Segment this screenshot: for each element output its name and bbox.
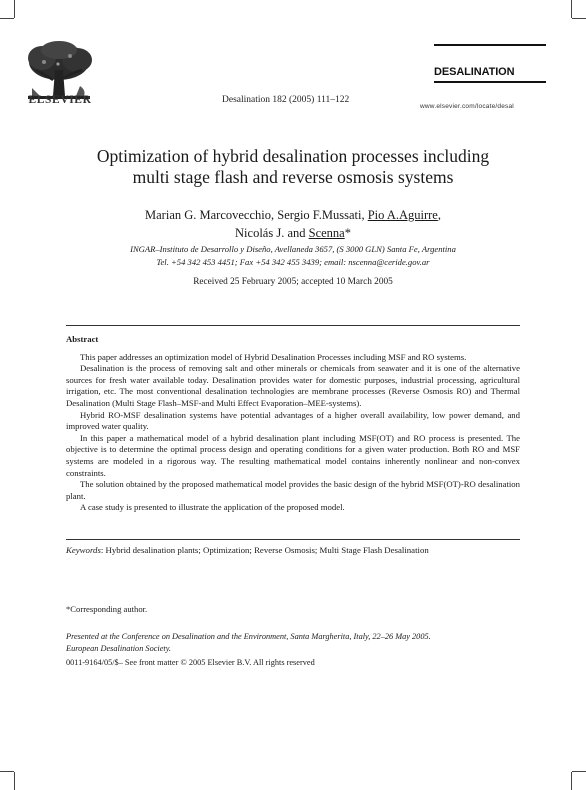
keywords-text: : Hybrid desalination plants; Optimization; Reverse Osmosis; Multi Stage Flash Desalination [100, 545, 429, 555]
abstract-rule-top [66, 325, 520, 326]
affiliation-line: Tel. +54 342 453 4451; Fax +54 342 455 3439; email: nscenna@ceride.gov.ar [156, 257, 430, 267]
abstract-paragraph: A case study is presented to illustrate the application of the proposed model. [80, 502, 345, 513]
author-line [40, 206, 546, 224]
author-names: Nicolás J. and [235, 226, 309, 240]
journal-rule [434, 44, 546, 46]
crop-mark [0, 18, 14, 19]
abstract-paragraph: The solution obtained by the proposed mathematical model provides the basic design of the hybrid MSF(OT)-RO desalination plant. [66, 479, 520, 501]
author-link[interactable]: Pio A.Aguirre [367, 208, 438, 222]
publisher-name: ELSEVIER [28, 94, 92, 106]
crop-mark [571, 0, 572, 18]
author-list [40, 206, 546, 242]
journal-citation: Desalination 182 (2005) 111–122 [222, 95, 350, 105]
corresponding-mark: * [344, 226, 351, 240]
journal-rule [434, 81, 546, 83]
author-separator: , [437, 208, 441, 222]
conference-note [66, 631, 520, 655]
crop-mark [572, 18, 586, 19]
crop-mark [0, 771, 14, 772]
abstract-paragraph: This paper addresses an optimization model of Hybrid Desalination Processes including MSF and RO systems. [80, 351, 467, 362]
affiliation-line: INGAR–Instituto de Desarrollo y Diseño, Avellaneda 3657, (S 3000 GLN) Santa Fe, Argentina [130, 244, 456, 254]
abstract-paragraph: Hybrid RO-MSF desalination systems have potential advantages of a higher overall availability, low power demand, and improved water quality. [66, 409, 520, 432]
conference-line: European Desalination Society. [66, 644, 171, 653]
crop-mark [571, 772, 572, 790]
title-line: Optimization of hybrid desalination processes including [96, 146, 490, 166]
journal-url-link[interactable]: www.elsevier.com/locate/desal [420, 103, 514, 110]
abstract-rule-bottom [66, 539, 520, 540]
keywords [66, 545, 520, 555]
abstract-paragraph: Desalination is the process of removing salt and other minerals or chemicals from seawater and it is one of the alternative sources for fresh water available today. Desalination provides water for domestic purposes, industrial processing, agricultural irrigation, etc. The most conventional desalination technologies are membrane processes (Reverse Osmosis RO) and Thermal Desalination (Multi Stage Flash–MSF-and Multi Effect Evaporation–MEE-systems). [66, 363, 520, 408]
author-line [40, 224, 546, 242]
title-line: multi stage flash and reverse osmosis systems [132, 167, 454, 187]
crop-mark [14, 0, 15, 18]
article-title [40, 146, 546, 188]
crop-mark [572, 771, 586, 772]
keywords-label: Keywords [66, 545, 101, 555]
abstract-section [66, 334, 520, 514]
affiliation [40, 243, 546, 269]
abstract-heading: Abstract [66, 334, 99, 344]
copyright-line: 0011-9164/05/$– See front matter © 2005 Elsevier B.V. All rights reserved [66, 658, 315, 667]
journal-name: DESALINATION [434, 66, 515, 78]
received-dates: Received 25 February 2005; accepted 10 March 2005 [193, 277, 393, 287]
abstract-paragraph: In this paper a mathematical model of a hybrid desalination plant including MSF(OT) and RO process is presented. The objective is to determine the optimal process design and operating conditions for a given water production. Both RO and MSF systems are modeled in a rigorous way. The resulting mathematical model contains inherently nonlinear and non-convex constraints. [66, 432, 520, 478]
conference-line: Presented at the Conference on Desalination and the Environment, Santa Margherita, Italy, 22–26 May 2005. [66, 632, 431, 641]
corresponding-author-note: *Corresponding author. [66, 604, 148, 614]
crop-mark [14, 772, 15, 790]
author-names: Marian G. Marcovecchio, Sergio F.Mussati, [145, 208, 368, 222]
author-link[interactable]: Scenna [308, 226, 345, 240]
